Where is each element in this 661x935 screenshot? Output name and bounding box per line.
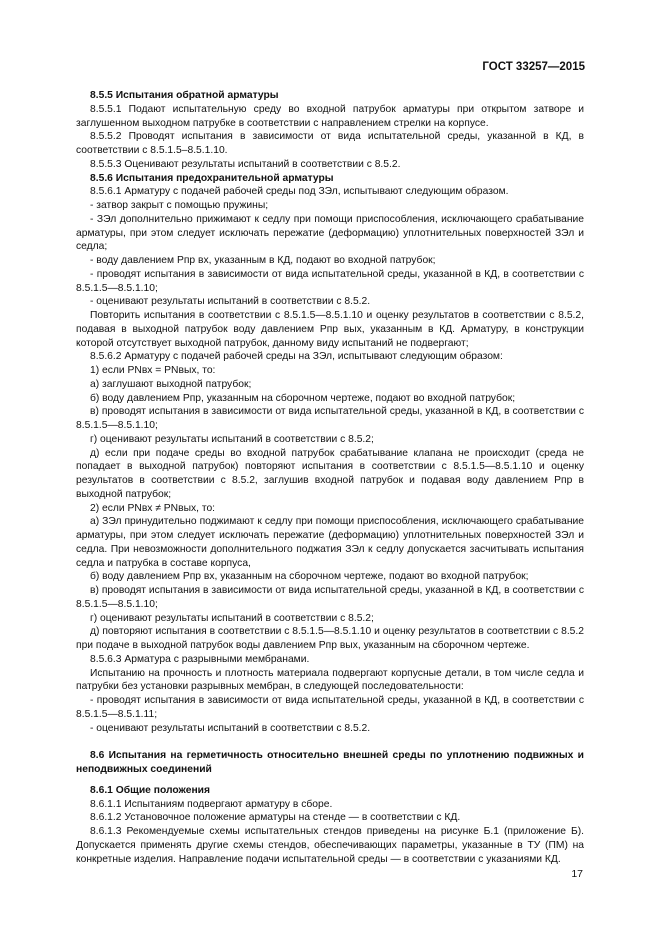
paragraph: 8.5.6.3 Арматура с разрывными мембранами. [90,653,310,665]
paragraph: 8.6.1.2 Установочное положение арматуры на стенде — в соответствии с КД. [90,812,461,824]
paragraph: д) если при подаче среды во входной патрубок срабатывание клапана не происходит (среда не попадает в выходной патрубок) повторяют испытания в соответствии с 8.5.1.5—8.5.1.10 и оценку результатов в соответствии с 8.5.2, заглушив входной патрубок и подавая воду давлением Pпр в выходной патрубок; [76,447,584,500]
paragraph: - оценивают результаты испытаний в соответствии с 8.5.2. [90,722,371,734]
paragraph: а) ЗЭл принудительно поджимают к седлу при помощи приспособления, исключающего срабатывание арматуры, при этом следует исключать пережатие (деформацию) уплотнительных поверхностей ЗЭл и седла. При невозможности дополнительного поджатия ЗЭл к седлу допускается засчитывать испытания седла и патрубка в составе корпуса, [76,516,584,569]
section-heading: 8.6 Испытания на герметичность относительно внешней среды по уплотнению подвижных и неподвижных соединений [76,750,584,775]
paragraph: д) повторяют испытания в соответствии с 8.5.1.5—8.5.1.10 и оценку результатов в соответствии с 8.5.2 при подаче в выходной патрубок воды давлением Pпр вых, указанным на сборочном чертеже. [76,626,584,651]
paragraph: Повторить испытания в соответствии с 8.5.1.5—8.5.1.10 и оценку результатов в соответствии с 8.5.2, подавая в выходной патрубок воду давлением Pпр вых, указанным в КД. Арматуру, в конструкции которой отсутствует выходной патрубок, данному виду испытаний не подвергают; [76,310,584,349]
paragraph: 8.5.6.1 Арматуру с подачей рабочей среды под ЗЭл, испытывают следующим образом. [90,186,509,198]
paragraph: 8.6.1.1 Испытаниям подвергают арматуру в сборе. [90,798,333,810]
paragraph: - проводят испытания в зависимости от вида испытательной среды, указанной в КД, в соответствии с 8.5.1.5—8.5.1.10; [76,268,584,294]
paragraph: Испытанию на прочность и плотность материала подвергают корпусные детали, в том числе седла и патрубки без установки разрывных мембран, в следующей последовательности: [76,667,584,693]
section-heading: 8.6.1 Общие положения [90,784,210,796]
paragraph: - оценивают результаты испытаний в соответствии с 8.5.2. [90,296,371,308]
paragraph: 8.6.1.3 Рекомендуемые схемы испытательных стендов приведены на рисунке Б.1 (приложение Б). Допускается применять другие схемы стендов, обеспечивающих параметры, указанные в ТУ (ПМ) на конкретные изделия. Направление подачи испытательной среды — в соответствии с указаниями КД. [76,826,584,865]
document-body [76,89,584,866]
paragraph: г) оценивают результаты испытаний в соответствии с 8.5.2; [90,612,374,624]
paragraph: - воду давлением Pпр вх, указанным в КД, подают во входной патрубок; [90,255,436,266]
section-heading: 8.5.5 Испытания обратной арматуры [90,90,279,101]
paragraph: г) оценивают результаты испытаний в соответствии с 8.5.2; [90,433,374,445]
paragraph: 1) если PNвх = PNвых, то: [90,365,216,376]
paragraph: 2) если PNвх ≠ PNвых, то: [90,502,216,514]
paragraph: - ЗЭл дополнительно прижимают к седлу при помощи приспособления, исключающего срабатывание арматуры, при этом следует исключать пережатие (деформацию) уплотнительных поверхностей ЗЭл и седла; [76,213,584,253]
paragraph: 8.5.6.2 Арматуру с подачей рабочей среды на ЗЭл, испытывают следующим образом: [90,351,503,363]
paragraph: 8.5.5.3 Оценивают результаты испытаний в соответствии с 8.5.2. [90,158,401,170]
paragraph: - проводят испытания в зависимости от вида испытательной среды, указанной в КД, в соответствии с 8.5.1.5—8.5.1.11; [76,695,584,720]
paragraph: - затвор закрыт с помощью пружины; [90,200,269,211]
page-number: 17 [571,868,583,880]
document-header: ГОСТ 33257—2015 [482,61,585,73]
paragraph: в) проводят испытания в зависимости от вида испытательной среды, указанной в КД, в соответствии с 8.5.1.5—8.5.1.10; [76,406,584,431]
paragraph: в) проводят испытания в зависимости от вида испытательной среды, указанной в КД, в соответствии с 8.5.1.5—8.5.1.10; [76,585,584,610]
paragraph: а) заглушают выходной патрубок; [90,378,252,390]
paragraph: 8.5.5.1 Подают испытательную среду во входной патрубок арматуры при открытом затворе и заглушенном выходном патрубке в соответствии с направлением стрелки на корпусе. [76,103,584,129]
paragraph: 8.5.5.2 Проводят испытания в зависимости от вида испытательной среды, указанной в КД, в соответствии с 8.5.1.5–8.5.1.10. [76,131,584,156]
paragraph: б) воду давлением Pпр, указанным на сборочном чертеже, подают во входной патрубок; [90,392,516,404]
section-heading: 8.5.6 Испытания предохранительной арматуры [90,172,334,184]
paragraph: б) воду давлением Pпр вх, указанным на сборочном чертеже, подают во входной патрубок; [90,571,529,583]
